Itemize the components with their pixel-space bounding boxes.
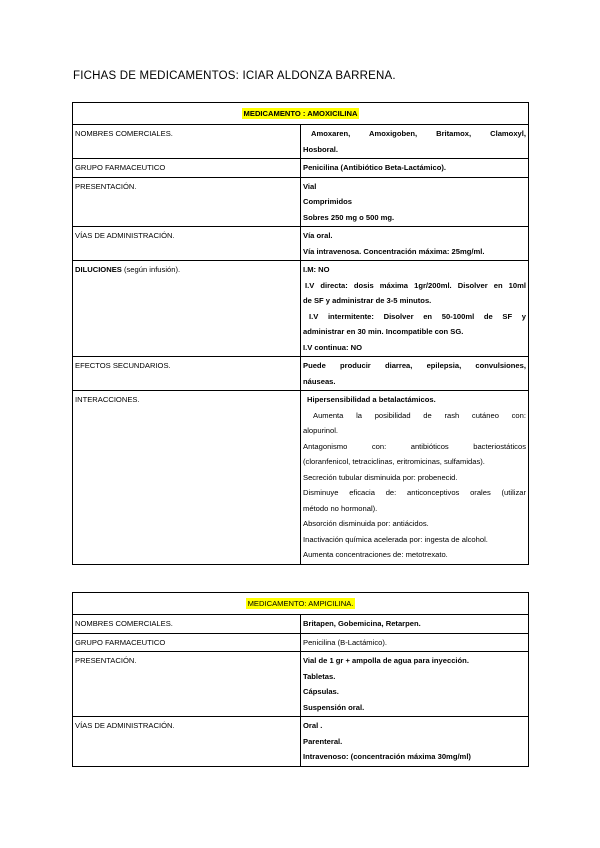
presentacion-value (301, 177, 529, 227)
table-row (73, 159, 529, 178)
interaccion-line: Hipersensibilidad a betalactámicos. (307, 395, 436, 404)
table-row (73, 261, 529, 357)
interaccion-line: Aumenta concentraciones de: metotrexato. (303, 550, 448, 559)
table-row (73, 717, 529, 767)
table-row (73, 227, 529, 261)
amoxicilina-table (72, 102, 529, 565)
amp-grupo-line: Penicilina (B-Lactámico). (303, 637, 387, 647)
amp-grupo-value (301, 633, 529, 652)
amoxicilina-header-cell (73, 103, 529, 125)
interaccion-line: Disminuye eficacia de: anticonceptivos orales (utilizar (303, 488, 526, 497)
nombres-value (301, 125, 529, 159)
table-row (73, 391, 529, 565)
interaccion-line: Aumenta la posibilidad de rash cutáneo con: (313, 410, 526, 420)
vias-line: Vía oral. (303, 231, 333, 240)
grupo-label: GRUPO FARMACEUTICO (73, 159, 301, 178)
amp-presentacion-line: Tabletas. (303, 671, 336, 681)
vias-line: Vía intravenosa. Concentración máxima: 25mg/ml. (303, 246, 485, 256)
amp-vias-line: Parenteral. (303, 736, 343, 746)
page-title: FICHAS DE MEDICAMENTOS: ICIAR ALDONZA BARRENA. (73, 70, 396, 82)
table-row (73, 615, 529, 634)
amp-vias-label: VÍAS DE ADMINISTRACIÓN. (73, 717, 301, 767)
amp-presentacion-label: PRESENTACIÓN. (73, 652, 301, 717)
grupo-line: Penicilina (Antibiótico Beta-Lactámico). (303, 163, 447, 172)
presentacion-line: Sobres 250 mg o 500 mg. (303, 212, 395, 222)
amp-nombres-line: Britapen, Gobemicina, Retarpen. (303, 619, 421, 628)
interaccion-line: Inactivación química acelerada por: ingesta de alcohol. (303, 534, 488, 544)
amp-vias-value (301, 717, 529, 767)
amp-presentacion-line: Suspensión oral. (303, 702, 365, 712)
presentacion-line: Comprimidos (303, 197, 352, 206)
interaccion-line: Antagonismo con: antibióticos bacteriostáticos (303, 441, 526, 451)
dilucion-iv-directa-2: de SF y administrar de 3-5 minutos. (303, 296, 432, 305)
amp-presentacion-line: Cápsulas. (303, 687, 339, 696)
amp-nombres-label: NOMBRES COMERCIALES. (73, 615, 301, 634)
vias-label: VÍAS DE ADMINISTRACIÓN. (73, 227, 301, 261)
dilucion-iv-intermitente-1: I.V intermitente: Disolver en 50-100ml de SF y (309, 311, 526, 321)
diluciones-label: DILUCIONES (75, 265, 122, 274)
diluciones-value (301, 261, 529, 357)
efectos-line-2: náuseas. (303, 376, 336, 386)
nombres-line-1: Amoxaren, Amoxigoben, Britamox, Clamoxyl, (311, 129, 526, 138)
interaccion-line: método no hormonal). (303, 503, 378, 513)
presentacion-label: PRESENTACIÓN. (73, 177, 301, 227)
nombres-label: NOMBRES COMERCIALES. (73, 125, 301, 159)
amp-grupo-label: GRUPO FARMACEUTICO (73, 633, 301, 652)
table-row (73, 125, 529, 159)
table-row (73, 357, 529, 391)
interaccion-line: alopurinol. (303, 426, 339, 435)
diluciones-label-suffix: (según infusión). (121, 265, 181, 274)
table-row (73, 177, 529, 227)
table-row (73, 652, 529, 717)
amp-nombres-value (301, 615, 529, 634)
diluciones-label-cell (73, 261, 301, 357)
dilucion-im: I.M: NO (303, 265, 330, 274)
ampicilina-header-cell (73, 593, 529, 615)
table-row (73, 633, 529, 652)
dilucion-iv-directa-1: I.V directa: dosis máxima 1gr/200ml. Disolver en 10ml (305, 280, 526, 290)
grupo-value (301, 159, 529, 178)
dilucion-iv-continua: I.V continua: NO (303, 342, 363, 352)
dilucion-iv-intermitente-2: administrar en 30 min. Incompatible con SG. (303, 327, 464, 336)
interaccion-line: (cloranfenicol, tetraciclinas, eritromicinas, sulfamidas). (303, 457, 485, 466)
ampicilina-header: MEDICAMENTO: AMPICILINA. (247, 598, 354, 608)
nombres-line-2: Hosboral. (303, 144, 339, 154)
ampicilina-table (72, 592, 529, 767)
interaccion-line: Secreción tubular disminuida por: probenecid. (303, 472, 458, 482)
amp-presentacion-line: Vial de 1 gr + ampolla de agua para inyección. (303, 656, 469, 665)
presentacion-line: Vial (303, 181, 317, 191)
efectos-value (301, 357, 529, 391)
amp-vias-line: Intravenoso: (concentración máxima 30mg/ml) (303, 752, 471, 761)
amp-vias-line: Oral . (303, 721, 323, 730)
interacciones-label: INTERACCIONES. (73, 391, 301, 565)
interaccion-line: Absorción disminuida por: antiácidos. (303, 519, 429, 528)
interacciones-value (301, 391, 529, 565)
amp-presentacion-value (301, 652, 529, 717)
vias-value (301, 227, 529, 261)
amoxicilina-header: MEDICAMENTO : AMOXICILINA (243, 108, 358, 118)
efectos-label: EFECTOS SECUNDARIOS. (73, 357, 301, 391)
efectos-line-1: Puede producir diarrea, epilepsia, convulsiones, (303, 361, 526, 370)
